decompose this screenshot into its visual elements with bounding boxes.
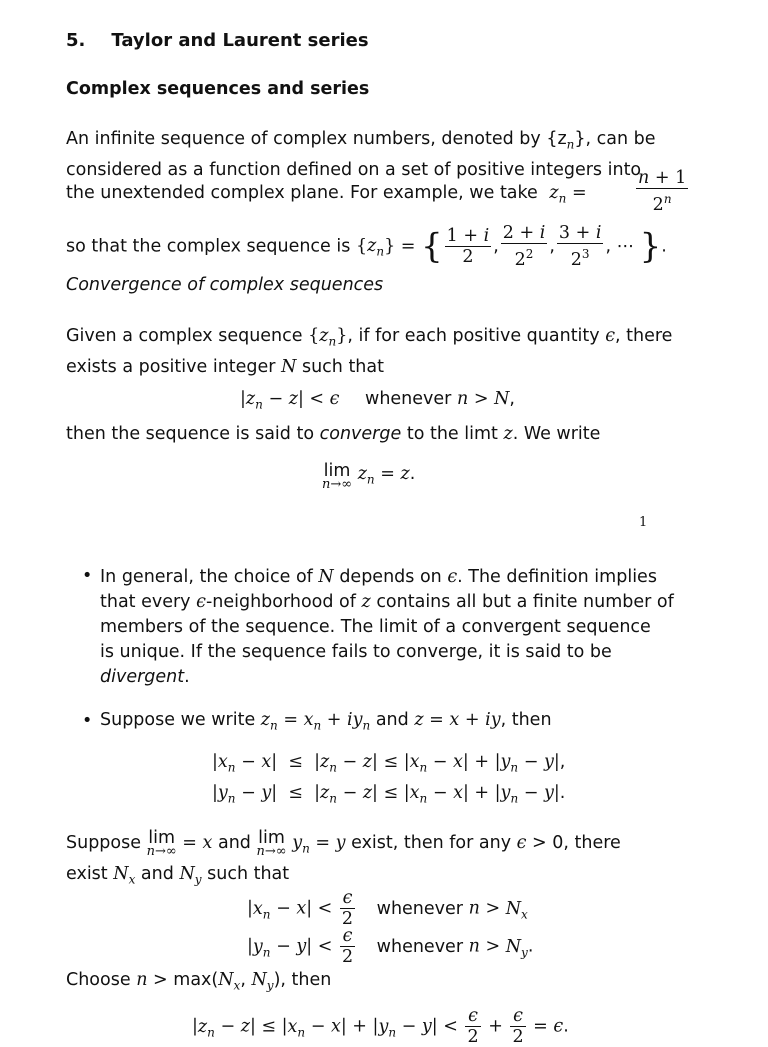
- epsilon-condition: $|z_n - z| < \epsilon$ whenever n > N,: [240, 389, 515, 412]
- subheading: Complex sequences and series: [66, 79, 370, 99]
- final-bound: $|z_n - z| \le |x_n - x| + |y_n - y|$ < $\frac{\epsilon}{2}$ + $\frac{\epsilon}{2}$ = ϵ.: [192, 1006, 569, 1047]
- convergence-heading: Convergence of complex sequences: [66, 275, 384, 295]
- page-number: 1: [639, 515, 648, 530]
- paragraph-suppose: Suppose lim n→∞ = x and lim n→∞ $y_n = y$ exist, then for any ϵ > 0, there exist $N_x$ and $N_y$ such that: [66, 828, 621, 886]
- choose-line: Choose $n > \max(N_x$, $N_y$), then: [66, 970, 332, 993]
- paragraph-converge: then the sequence is said to converge to the limt z. We write: [66, 424, 601, 444]
- bullet-marker: •: [82, 566, 93, 586]
- example-fraction: $\frac{n + 1}{2^n}$: [638, 168, 687, 215]
- section-title: Taylor and Laurent series: [111, 30, 369, 51]
- section-heading: [66, 30, 369, 51]
- section-number: 5.: [66, 30, 86, 51]
- bullet-2-text: Suppose we write $z_n = x_n + iy_n$ and z = x + iy, then: [100, 710, 552, 733]
- paragraph-definition: Given a complex sequence $\{z_n\}$, if for each positive quantity ϵ, there exists a positive integer N such that: [66, 326, 673, 377]
- bullet-marker: •: [82, 711, 93, 731]
- bullet-1-text: In general, the choice of N depends on ϵ. The definition implies that every ϵ-neighborhood of z contains all but a finite number of members of the sequence. The limit of a convergent sequence is unique. If the sequence fails to converge, it is said to be divergent.: [100, 567, 674, 687]
- inequality-block: $|x_n - x| \le |z_n - z| \le |x_n - x| + |y_n - y|$, $|y_n - y| \le |z_n - z| \le |x_n - x| + |y_n - y|$.: [212, 752, 566, 805]
- limit-equation: lim n→∞ $z_n = z$.: [322, 461, 416, 492]
- paragraph-intro: An infinite sequence of complex numbers, denoted by $\{z_n\}$, can be considered as a function defined on a set of positive integers into: [66, 129, 656, 180]
- paragraph-intro-line3: the unextended complex plane. For example, we take $z_n$ =: [66, 183, 587, 206]
- x-bound: $|x_n - x|$ < $\frac{\epsilon}{2}$ whenever $n > N_x$: [247, 888, 528, 929]
- sequence-line: so that the complex sequence is $\{z_n\}$ = { $\frac{1 + i}{2}$ , $\frac{2 + i}{2^2}$ , $\frac{3 + i}{2^3}$ , ⋯ }.: [66, 223, 667, 270]
- y-bound: $|y_n - y|$ < $\frac{\epsilon}{2}$ whenever $n > N_y$.: [247, 926, 534, 967]
